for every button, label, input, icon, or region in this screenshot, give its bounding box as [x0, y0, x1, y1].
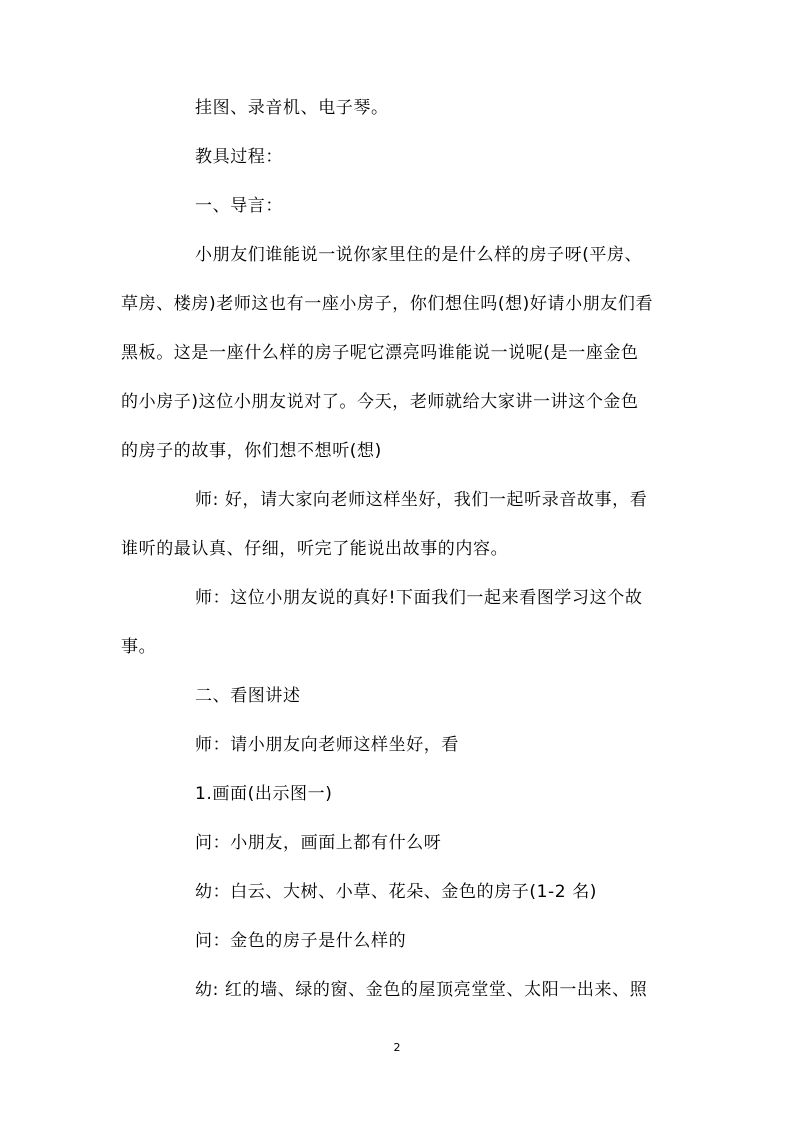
answer-line: 幼: 红的墙、绿的窗、金色的屋顶亮堂堂、太阳一出来、照: [195, 980, 648, 1000]
question-line: 问：金色的房子是什么样的: [195, 931, 407, 951]
paragraph-line: 小朋友们谁能说一说你家里住的是什么样的房子呀(平房、: [195, 245, 643, 265]
section-heading-intro: 一、导言：: [195, 196, 283, 216]
paragraph-line: 的房子的故事，你们想不想听(想): [121, 441, 382, 461]
paragraph-line: 草房、楼房)老师这也有一座小房子，你们想住吗(想)好请小朋友们看: [121, 294, 654, 314]
materials-line: 挂图、录音机、电子琴。: [195, 98, 389, 118]
paragraph-line: 师：请小朋友向老师这样坐好，看: [195, 735, 459, 755]
picture-one-heading: 1.画面(出示图一): [195, 784, 333, 804]
paragraph-line: 事。: [121, 637, 157, 657]
section-heading-picture-talk: 二、看图讲述: [195, 686, 301, 706]
process-heading: 教具过程：: [195, 147, 283, 167]
paragraph-line: 的小房子)这位小朋友说对了。今天，老师就给大家讲一讲这个金色: [121, 392, 639, 412]
paragraph-line: 师：这位小朋友说的真好!下面我们一起来看图学习这个故: [195, 588, 643, 608]
question-line: 问：小朋友，画面上都有什么呀: [195, 833, 442, 853]
paragraph-line: 黑板。这是一座什么样的房子呢它漂亮吗谁能说一说呢(是一座金色: [121, 343, 639, 363]
paragraph-line: 谁听的最认真、仔细，听完了能说出故事的内容。: [121, 539, 509, 559]
answer-line: 幼：白云、大树、小草、花朵、金色的房子(1-2 名): [195, 882, 598, 902]
page-number: 2: [393, 1041, 401, 1054]
paragraph-line: 师: 好，请大家向老师这样坐好，我们一起听录音故事，看: [195, 490, 648, 510]
